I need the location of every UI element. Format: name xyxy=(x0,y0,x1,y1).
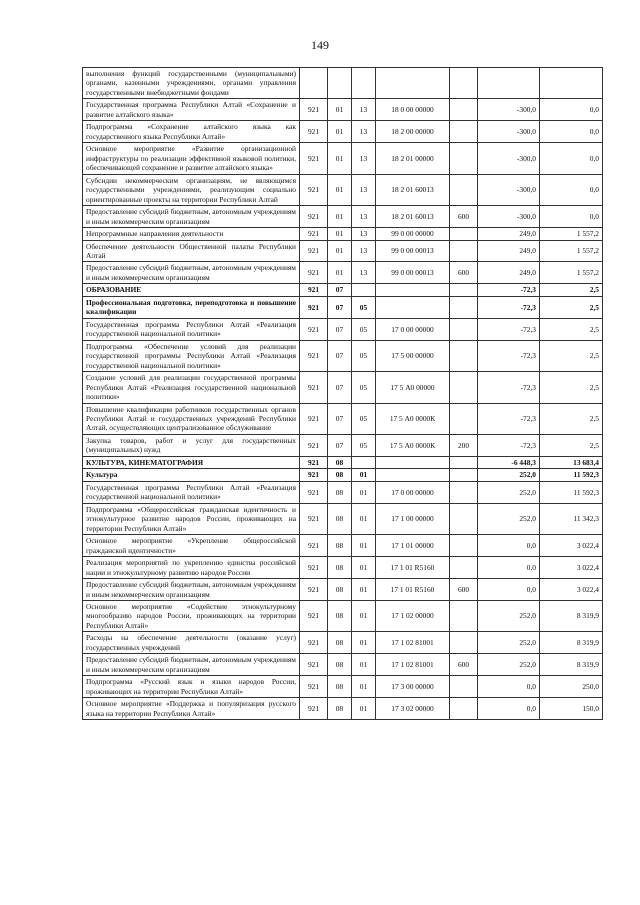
amount-2: 250,0 xyxy=(540,676,603,698)
table-row xyxy=(83,403,603,434)
subsection-code xyxy=(352,456,376,468)
expense-type-code xyxy=(450,228,478,240)
amount-2: 11 592,3 xyxy=(540,469,603,481)
section-code: 01 xyxy=(328,143,352,174)
row-name: Реализация мероприятий по укреплению единства российской нации и этнокультурному развитию народов России xyxy=(83,557,300,579)
target-article-code xyxy=(376,68,450,99)
expense-type-code: 600 xyxy=(450,579,478,601)
subsection-code: 01 xyxy=(352,503,376,534)
section-code: 08 xyxy=(328,535,352,557)
admin-code: 921 xyxy=(300,240,328,262)
section-code: 01 xyxy=(328,206,352,228)
amount-1: 0,0 xyxy=(478,698,540,720)
target-article-code: 99 0 00 00013 xyxy=(376,262,450,284)
section-code: 01 xyxy=(328,121,352,143)
expense-type-code xyxy=(450,68,478,99)
expense-type-code xyxy=(450,698,478,720)
admin-code: 921 xyxy=(300,174,328,205)
amount-2: 3 022,4 xyxy=(540,579,603,601)
expense-type-code xyxy=(450,535,478,557)
target-article-code xyxy=(376,296,450,318)
amount-2: 0,0 xyxy=(540,99,603,121)
subsection-code: 01 xyxy=(352,469,376,481)
amount-1: -72,3 xyxy=(478,318,540,340)
section-code: 01 xyxy=(328,174,352,205)
table-row xyxy=(83,143,603,174)
section-code: 01 xyxy=(328,228,352,240)
table-row xyxy=(83,579,603,601)
subsection-code: 05 xyxy=(352,340,376,371)
section-code: 07 xyxy=(328,434,352,456)
table-row xyxy=(83,296,603,318)
table-body xyxy=(83,68,603,720)
subsection-code: 13 xyxy=(352,206,376,228)
amount-2 xyxy=(540,68,603,99)
table-row xyxy=(83,469,603,481)
target-article-code: 17 5 00 00000 xyxy=(376,340,450,371)
table-row xyxy=(83,557,603,579)
amount-1: 252,0 xyxy=(478,481,540,503)
subsection-code xyxy=(352,284,376,296)
admin-code: 921 xyxy=(300,99,328,121)
budget-table xyxy=(82,67,603,720)
expense-type-code: 200 xyxy=(450,434,478,456)
target-article-code: 17 5 А0 0000К xyxy=(376,403,450,434)
amount-2: 0,0 xyxy=(540,143,603,174)
amount-1: 252,0 xyxy=(478,600,540,631)
subsection-code: 01 xyxy=(352,557,376,579)
admin-code: 921 xyxy=(300,456,328,468)
amount-2: 0,0 xyxy=(540,121,603,143)
table-row xyxy=(83,535,603,557)
subsection-code: 01 xyxy=(352,579,376,601)
section-code: 07 xyxy=(328,340,352,371)
row-name: Государственная программа Республики Алтай «Реализация государственной национальной политики» xyxy=(83,481,300,503)
target-article-code: 17 1 01 00000 xyxy=(376,535,450,557)
row-name: Подпрограмма «Сохранение алтайского языка как государственного языка Республики Алтай» xyxy=(83,121,300,143)
expense-type-code xyxy=(450,284,478,296)
section-code: 08 xyxy=(328,654,352,676)
expense-type-code xyxy=(450,99,478,121)
table-row xyxy=(83,654,603,676)
row-name: Государственная программа Республики Алтай «Реализация государственной национальной политики» xyxy=(83,318,300,340)
amount-2: 11 592,3 xyxy=(540,481,603,503)
amount-2: 2,5 xyxy=(540,403,603,434)
amount-2: 3 022,4 xyxy=(540,557,603,579)
row-name: Предоставление субсидий бюджетным, автономным учреждениям и иным некоммерческим организациям xyxy=(83,654,300,676)
amount-1: 249,0 xyxy=(478,240,540,262)
section-code: 08 xyxy=(328,481,352,503)
subsection-code: 01 xyxy=(352,481,376,503)
amount-2: 0,0 xyxy=(540,206,603,228)
table-row xyxy=(83,600,603,631)
expense-type-code: 600 xyxy=(450,206,478,228)
table-row xyxy=(83,434,603,456)
row-name: Предоставление субсидий бюджетным, автономным учреждениям и иным некоммерческим организациям xyxy=(83,206,300,228)
admin-code: 921 xyxy=(300,676,328,698)
row-name: Повышение квалификации работников государственных органов Республики Алтай и государственных учреждений Республики Алтай, осуществляющих централизованное обслуживание xyxy=(83,403,300,434)
expense-type-code xyxy=(450,318,478,340)
expense-type-code xyxy=(450,372,478,403)
subsection-code: 05 xyxy=(352,296,376,318)
target-article-code: 17 3 02 00000 xyxy=(376,698,450,720)
section-code: 08 xyxy=(328,698,352,720)
expense-type-code: 600 xyxy=(450,262,478,284)
amount-2: 2,5 xyxy=(540,340,603,371)
admin-code: 921 xyxy=(300,340,328,371)
table-row xyxy=(83,503,603,534)
amount-1: 0,0 xyxy=(478,535,540,557)
admin-code: 921 xyxy=(300,284,328,296)
expense-type-code xyxy=(450,340,478,371)
table-row xyxy=(83,121,603,143)
expense-type-code xyxy=(450,481,478,503)
subsection-code: 13 xyxy=(352,143,376,174)
target-article-code xyxy=(376,456,450,468)
target-article-code: 17 0 00 00000 xyxy=(376,318,450,340)
amount-2: 8 319,9 xyxy=(540,600,603,631)
expense-type-code xyxy=(450,403,478,434)
subsection-code: 01 xyxy=(352,654,376,676)
section-code: 08 xyxy=(328,469,352,481)
row-name: Культура xyxy=(83,469,300,481)
subsection-code: 01 xyxy=(352,698,376,720)
target-article-code: 17 5 А0 0000К xyxy=(376,434,450,456)
row-name: Основное мероприятие «Поддержка и популяризация русского языка на территории Республики Алтай» xyxy=(83,698,300,720)
section-code: 08 xyxy=(328,600,352,631)
amount-2: 1 557,2 xyxy=(540,240,603,262)
admin-code: 921 xyxy=(300,481,328,503)
row-name: Обеспечение деятельности Общественной палаты Республики Алтай xyxy=(83,240,300,262)
amount-2: 150,0 xyxy=(540,698,603,720)
row-name: Предоставление субсидий бюджетным, автономным учреждениям и иным некоммерческим организациям xyxy=(83,579,300,601)
row-name: Подпрограмма «Общероссийская гражданская идентичность и этнокультурное развитие народов России, проживающих на территории Республики Алтай» xyxy=(83,503,300,534)
amount-1: -300,0 xyxy=(478,174,540,205)
amount-2: 1 557,2 xyxy=(540,262,603,284)
table-row xyxy=(83,240,603,262)
subsection-code: 01 xyxy=(352,632,376,654)
row-name: Предоставление субсидий бюджетным, автономным учреждениям и иным некоммерческим организациям xyxy=(83,262,300,284)
table-row xyxy=(83,228,603,240)
subsection-code: 05 xyxy=(352,372,376,403)
admin-code: 921 xyxy=(300,434,328,456)
section-code: 08 xyxy=(328,557,352,579)
expense-type-code xyxy=(450,469,478,481)
row-name: Государственная программа Республики Алтай «Сохранение и развитие алтайского языка» xyxy=(83,99,300,121)
amount-1: -72,3 xyxy=(478,434,540,456)
subsection-code: 13 xyxy=(352,174,376,205)
target-article-code: 18 0 00 00000 xyxy=(376,99,450,121)
amount-1: -72,3 xyxy=(478,296,540,318)
admin-code: 921 xyxy=(300,121,328,143)
admin-code: 921 xyxy=(300,632,328,654)
admin-code: 921 xyxy=(300,296,328,318)
table-row xyxy=(83,676,603,698)
amount-1: 252,0 xyxy=(478,503,540,534)
section-code: 08 xyxy=(328,676,352,698)
amount-2: 2,5 xyxy=(540,284,603,296)
table-row xyxy=(83,174,603,205)
amount-1: -72,3 xyxy=(478,284,540,296)
amount-1: -72,3 xyxy=(478,403,540,434)
amount-2: 2,5 xyxy=(540,318,603,340)
amount-1: 0,0 xyxy=(478,557,540,579)
amount-1: -300,0 xyxy=(478,206,540,228)
subsection-code xyxy=(352,68,376,99)
admin-code: 921 xyxy=(300,372,328,403)
subsection-code: 01 xyxy=(352,676,376,698)
table-row xyxy=(83,340,603,371)
target-article-code: 17 0 00 00000 xyxy=(376,481,450,503)
amount-1: 252,0 xyxy=(478,469,540,481)
table-row xyxy=(83,262,603,284)
target-article-code: 99 0 00 00013 xyxy=(376,240,450,262)
subsection-code: 13 xyxy=(352,121,376,143)
target-article-code: 99 0 00 00000 xyxy=(376,228,450,240)
admin-code: 921 xyxy=(300,698,328,720)
row-name: Закупка товаров, работ и услуг для государственных (муниципальных) нужд xyxy=(83,434,300,456)
section-code: 08 xyxy=(328,579,352,601)
admin-code: 921 xyxy=(300,262,328,284)
row-name: Основное мероприятие «Развитие организационной инфраструктуры по реализации эффективной языковой политики, обеспечивающей сохранение и развитие алтайского языка» xyxy=(83,143,300,174)
row-name: Расходы на обеспечение деятельности (оказание услуг) государственных учреждений xyxy=(83,632,300,654)
expense-type-code xyxy=(450,503,478,534)
amount-2: 2,5 xyxy=(540,296,603,318)
admin-code: 921 xyxy=(300,143,328,174)
section-code: 01 xyxy=(328,240,352,262)
row-name: Непрограммные направления деятельности xyxy=(83,228,300,240)
amount-1: -6 448,3 xyxy=(478,456,540,468)
subsection-code: 05 xyxy=(352,434,376,456)
target-article-code xyxy=(376,469,450,481)
row-name: ОБРАЗОВАНИЕ xyxy=(83,284,300,296)
section-code xyxy=(328,68,352,99)
amount-1: 252,0 xyxy=(478,632,540,654)
page-number: 149 xyxy=(311,38,329,52)
admin-code: 921 xyxy=(300,228,328,240)
section-code: 01 xyxy=(328,262,352,284)
subsection-code: 05 xyxy=(352,318,376,340)
subsection-code: 13 xyxy=(352,262,376,284)
subsection-code: 05 xyxy=(352,403,376,434)
row-name: Профессиональная подготовка, переподготовка и повышение квалификации xyxy=(83,296,300,318)
amount-1: -300,0 xyxy=(478,143,540,174)
expense-type-code xyxy=(450,632,478,654)
admin-code: 921 xyxy=(300,535,328,557)
expense-type-code xyxy=(450,600,478,631)
expense-type-code xyxy=(450,240,478,262)
admin-code: 921 xyxy=(300,600,328,631)
admin-code: 921 xyxy=(300,503,328,534)
row-name: Подпрограмма «Обеспечение условий для реализации государственной программы Республики Алтай «Реализация государственной национальной политики» xyxy=(83,340,300,371)
table-row xyxy=(83,481,603,503)
amount-1: 0,0 xyxy=(478,676,540,698)
amount-2: 2,5 xyxy=(540,372,603,403)
subsection-code: 13 xyxy=(352,228,376,240)
subsection-code: 01 xyxy=(352,600,376,631)
expense-type-code xyxy=(450,174,478,205)
row-name: выполнения функций государственными (муниципальными) органами, казенными учреждениями, органами управления государственными внебюджетными фондами xyxy=(83,68,300,99)
table-row xyxy=(83,99,603,121)
table-row xyxy=(83,698,603,720)
section-code: 01 xyxy=(328,99,352,121)
table-row xyxy=(83,206,603,228)
target-article-code: 17 5 А0 00000 xyxy=(376,372,450,403)
section-code: 08 xyxy=(328,456,352,468)
expense-type-code xyxy=(450,676,478,698)
expense-type-code xyxy=(450,557,478,579)
target-article-code: 18 2 01 60013 xyxy=(376,206,450,228)
admin-code: 921 xyxy=(300,469,328,481)
subsection-code: 13 xyxy=(352,99,376,121)
target-article-code: 18 2 01 60013 xyxy=(376,174,450,205)
target-article-code: 17 3 00 00000 xyxy=(376,676,450,698)
amount-2: 3 022,4 xyxy=(540,535,603,557)
amount-2: 1 557,2 xyxy=(540,228,603,240)
admin-code: 921 xyxy=(300,403,328,434)
target-article-code: 17 1 02 81001 xyxy=(376,632,450,654)
target-article-code: 17 1 00 00000 xyxy=(376,503,450,534)
amount-2: 13 683,4 xyxy=(540,456,603,468)
amount-2: 0,0 xyxy=(540,174,603,205)
target-article-code: 18 2 01 00000 xyxy=(376,143,450,174)
section-code: 08 xyxy=(328,632,352,654)
amount-1: 252,0 xyxy=(478,654,540,676)
amount-2: 8 319,9 xyxy=(540,632,603,654)
expense-type-code xyxy=(450,456,478,468)
admin-code: 921 xyxy=(300,654,328,676)
row-name: Создание условий для реализации государственной программы Республики Алтай «Реализация государственной национальной политики» xyxy=(83,372,300,403)
admin-code: 921 xyxy=(300,206,328,228)
table-row xyxy=(83,318,603,340)
row-name: Субсидии некоммерческим организациям, не являющимся государственными учреждениями, реализующим социально ориентированные проекты на территории Республики Алтай xyxy=(83,174,300,205)
amount-2: 8 319,9 xyxy=(540,654,603,676)
amount-1: 249,0 xyxy=(478,262,540,284)
amount-1: 0,0 xyxy=(478,579,540,601)
amount-1: -72,3 xyxy=(478,340,540,371)
amount-1: 249,0 xyxy=(478,228,540,240)
section-code: 07 xyxy=(328,372,352,403)
amount-1: -300,0 xyxy=(478,121,540,143)
table-row xyxy=(83,372,603,403)
subsection-code: 13 xyxy=(352,240,376,262)
expense-type-code: 600 xyxy=(450,654,478,676)
expense-type-code xyxy=(450,121,478,143)
row-name: Основное мероприятие «Содействие этнокультурному многообразию народов России, проживающих на территории Республики Алтай» xyxy=(83,600,300,631)
section-code: 07 xyxy=(328,284,352,296)
admin-code: 921 xyxy=(300,579,328,601)
target-article-code: 17 1 01 R5160 xyxy=(376,579,450,601)
amount-1: -300,0 xyxy=(478,99,540,121)
subsection-code: 01 xyxy=(352,535,376,557)
target-article-code: 18 2 00 00000 xyxy=(376,121,450,143)
expense-type-code xyxy=(450,143,478,174)
section-code: 07 xyxy=(328,318,352,340)
expense-type-code xyxy=(450,296,478,318)
amount-2: 11 342,3 xyxy=(540,503,603,534)
table-row xyxy=(83,68,603,99)
target-article-code: 17 1 02 00000 xyxy=(376,600,450,631)
row-name: Основное мероприятие «Укрепление общероссийской гражданской идентичности» xyxy=(83,535,300,557)
row-name: Подпрограмма «Русский язык и языки народов России, проживающих на территории Республики Алтай» xyxy=(83,676,300,698)
target-article-code: 17 1 01 R5160 xyxy=(376,557,450,579)
section-code: 07 xyxy=(328,296,352,318)
row-name: КУЛЬТУРА, КИНЕМАТОГРАФИЯ xyxy=(83,456,300,468)
admin-code: 921 xyxy=(300,318,328,340)
table-row xyxy=(83,632,603,654)
amount-2: 2,5 xyxy=(540,434,603,456)
amount-1 xyxy=(478,68,540,99)
target-article-code xyxy=(376,284,450,296)
amount-1: -72,3 xyxy=(478,372,540,403)
admin-code: 921 xyxy=(300,557,328,579)
table-row xyxy=(83,284,603,296)
target-article-code: 17 1 02 81001 xyxy=(376,654,450,676)
table-row xyxy=(83,456,603,468)
admin-code xyxy=(300,68,328,99)
section-code: 08 xyxy=(328,503,352,534)
section-code: 07 xyxy=(328,403,352,434)
